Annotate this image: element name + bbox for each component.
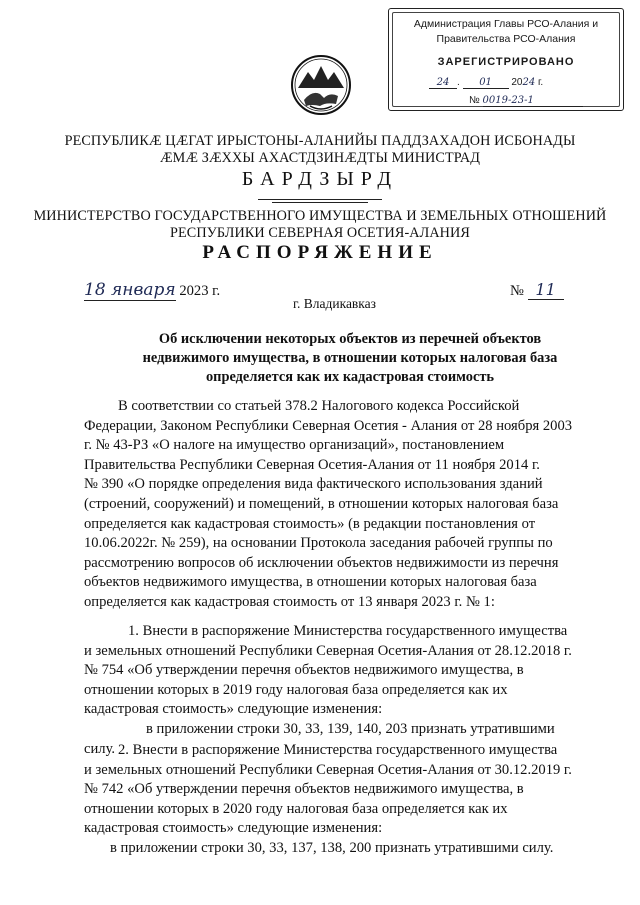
item-1-line: кадастровая стоимость» следующие изменения: xyxy=(84,701,383,718)
item-2-line: кадастровая стоимость» следующие изменения: xyxy=(84,820,383,837)
stamp-date: 24 . 01 2024 г. xyxy=(429,77,599,91)
item-2-paragraph xyxy=(84,741,592,859)
document-number-handwritten: 11 xyxy=(528,280,564,300)
item-1-line: и земельных отношений Республики Северная Осетия-Алания от 28.12.2018 г. xyxy=(84,642,572,659)
russian-ministry-line-1: МИНИСТЕРСТВО ГОСУДАРСТВЕННОГО ИМУЩЕСТВА И ЗЕМЕЛЬНЫХ ОТНОШЕНИЙ xyxy=(33,208,607,224)
stamp-date-day: 24 xyxy=(429,77,457,89)
title-line-1: Об исключении некоторых объектов из перечней объектов xyxy=(158,331,542,347)
russian-doc-type: РАСПОРЯЖЕНИЕ xyxy=(202,242,438,263)
document-date-handwritten: 18 января xyxy=(84,280,176,300)
stamp-date-year: 24 xyxy=(522,77,536,88)
preamble-line: В соответствии со статьей 378.2 Налогового кодекса Российской xyxy=(118,398,520,414)
stamp-date-month: 01 xyxy=(463,77,509,89)
item-1-paragraph xyxy=(84,622,592,759)
preamble-line: 10.06.2022г. № 259), на основании Протокола заседания рабочей группы по xyxy=(84,535,553,552)
stamp-number-label: № xyxy=(469,95,480,106)
preamble-line: Федерации, Законом Республики Северная Осетия - Алания от 28 ноября 2003 xyxy=(84,417,573,434)
preamble-line: Правительства Республики Северная Осетия-Алания от 11 ноября 2014 г. xyxy=(84,456,540,473)
stamp-number xyxy=(469,95,609,109)
stamp-registered: ЗАРЕГИСТРИРОВАНО xyxy=(437,56,575,68)
document-number-label: № xyxy=(510,283,524,299)
item-1-line: 1. Внести в распоряжение Министерства государственного имущества xyxy=(128,623,568,639)
document-date-year: 2023 г. xyxy=(179,283,221,299)
header-divider xyxy=(258,199,382,200)
preamble-line: № 390 «О порядке определения вида фактического использования зданий xyxy=(84,476,543,493)
document-title xyxy=(130,330,570,387)
stamp-date-year-prefix: 20 xyxy=(511,77,523,88)
item-2-line: и земельных отношений Республики Северная Осетия-Алания от 30.12.2019 г. xyxy=(84,761,572,778)
document-number xyxy=(510,280,564,300)
document-city: г. Владикавказ xyxy=(293,296,376,311)
item-2-line: 2. Внести в распоряжение Министерства государственного имущества xyxy=(118,742,558,758)
preamble-line: рассмотрению вопросов об исключении объектов недвижимости из перечня xyxy=(84,554,559,571)
ossetian-ministry-line-2: ӔМӔ ЗӔХХЫ АХАСТДЗИНӔДТЫ МИНИСТРАД xyxy=(159,150,481,166)
ossetian-ministry-line-1: РЕСПУБЛИКӔ ЦӔГАТ ИРЫСТОНЫ-АЛАНИЙЫ ПАДДЗАХАДОН ИСБОНАДЫ xyxy=(64,133,576,149)
title-line-2: недвижимого имущества, в отношении которых налоговая база xyxy=(142,350,558,366)
preamble-line: объектов недвижимого имущества, в отношении которых налоговая база xyxy=(84,574,537,591)
preamble-line: определяется как кадастровая стоимость» (в редакции постановления от xyxy=(84,515,536,532)
item-1-line: силу. xyxy=(84,740,116,757)
preamble-line: определяется как кадастровая стоимость от 13 января 2023 г. № 1: xyxy=(84,593,495,610)
item-1-line: № 754 «Об утверждении перечня объектов недвижимого имущества, в xyxy=(84,662,524,679)
preamble-paragraph xyxy=(84,397,592,613)
preamble-line: (строений, сооружений) и помещений, в отношении которых налоговая база xyxy=(84,495,559,512)
item-1-line: в приложении строки 30, 33, 139, 140, 203 признать утратившими xyxy=(146,720,555,737)
stamp-line-2: Правительства РСО-Алания xyxy=(436,33,576,45)
preamble-line: г. № 43-РЗ «О налоге на имущество организаций», постановлением xyxy=(84,437,505,454)
stamp-number-value: 0019-23-1 xyxy=(483,95,583,107)
coat-of-arms-emblem xyxy=(290,54,352,116)
stamp-line-1: Администрация Главы РСО-Алания и xyxy=(413,18,599,30)
item-1-line: отношении которых в 2019 году налоговая база определяется как их xyxy=(84,681,508,698)
item-2-line: отношении которых в 2020 году налоговая база определяется как их xyxy=(84,800,508,817)
stamp-date-suffix: г. xyxy=(537,77,544,88)
russian-ministry-line-2: РЕСПУБЛИКИ СЕВЕРНАЯ ОСЕТИЯ-АЛАНИЯ xyxy=(170,225,470,241)
item-2-line: в приложении строки 30, 33, 137, 138, 200 признать утратившими силу. xyxy=(110,839,554,856)
ossetian-doc-type: БАРДЗЫРД xyxy=(241,168,399,190)
title-line-3: определяется как их кадастровая стоимость xyxy=(205,369,495,385)
registration-stamp xyxy=(388,8,624,111)
document-date xyxy=(84,280,220,301)
item-2-line: № 742 «Об утверждении перечня объектов недвижимого имущества, в xyxy=(84,781,524,798)
header-divider-2 xyxy=(272,202,368,203)
